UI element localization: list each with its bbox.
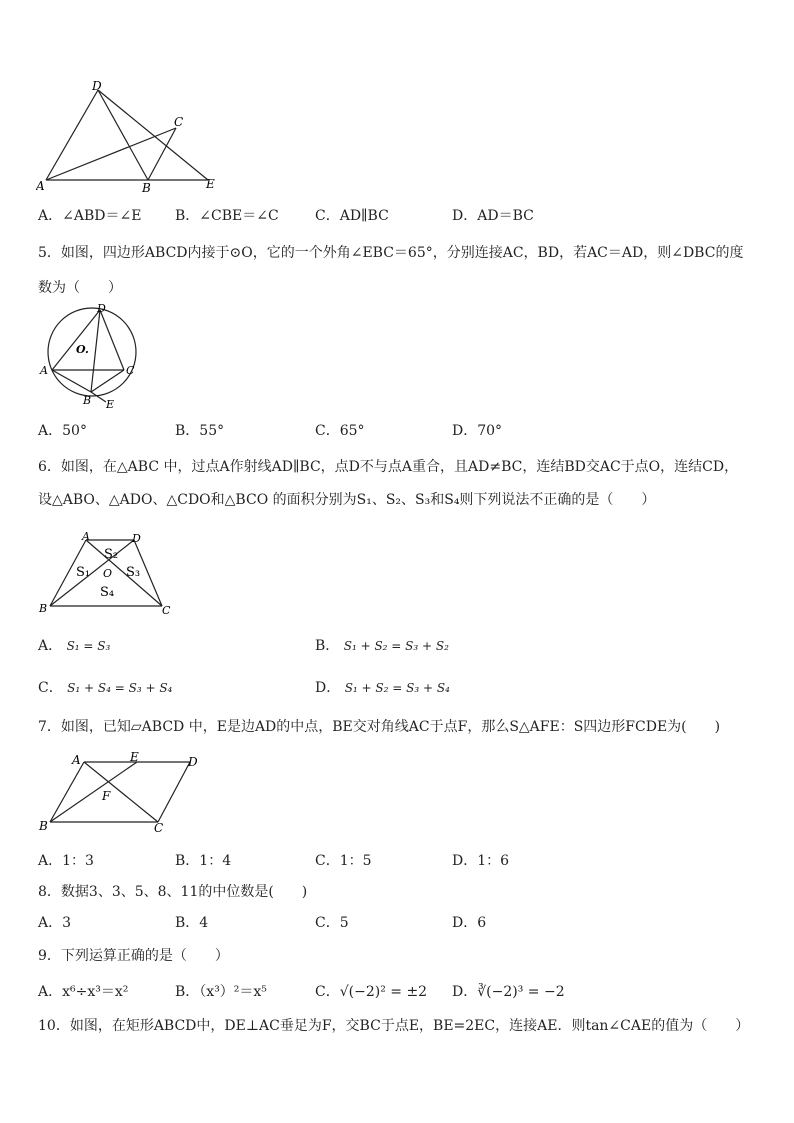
option-letter: A． xyxy=(38,984,63,1000)
option-letter: A． xyxy=(38,915,63,931)
q6-option-b xyxy=(315,636,449,656)
option-text: （x³）²＝x⁵ xyxy=(199,984,267,1000)
label-S4: S₄ xyxy=(100,585,115,600)
q8-option-a xyxy=(38,913,71,933)
option-text: S₁ = S₃ xyxy=(66,639,111,653)
q9-option-b xyxy=(175,982,267,1002)
q5-stem-line1: 5．如图，四边形ABCD内接于⊙O，它的一个外角∠EBC＝65°，分别连接AC，BD，若AC＝AD，则∠DBC的度 xyxy=(38,245,744,261)
q6-option-c xyxy=(38,678,172,698)
label-B: B xyxy=(142,181,151,195)
option-letter: D． xyxy=(452,423,478,439)
label-B: B xyxy=(39,602,48,615)
option-text: x⁶÷x³＝x² xyxy=(62,984,129,1000)
q5-figure xyxy=(36,302,146,410)
option-letter: B． xyxy=(175,915,200,931)
q6-stem-line1: 6．如图，在△ABC 中，过点A作射线AD∥BC，点D不与点A重合，且AD≠BC，连结BD交AC于点O，连结CD， xyxy=(38,459,739,475)
q7-stem-line1: 7．如图，已知▱ABCD 中，E是边AD的中点，BE交对角线AC于点F，那么S△AFE：S四边形FCDE为( ) xyxy=(38,719,721,735)
label-E: E xyxy=(106,398,115,410)
option-text: 1：5 xyxy=(339,853,372,869)
q6-option-d xyxy=(315,678,450,698)
q6-stem-line2: 设△ABO、△ADO、△CDO和△BCO 的面积分别为S₁、S₂、S₃和S₄则下列说法不正确的是（ ） xyxy=(38,492,656,508)
option-letter: C． xyxy=(315,208,340,224)
option-letter: D． xyxy=(315,680,341,696)
label-S1: S₁ xyxy=(76,565,91,580)
q5-option-b xyxy=(175,421,224,441)
q5-option-a xyxy=(38,421,87,441)
label-O: O. xyxy=(76,343,89,356)
label-D: D xyxy=(92,79,102,93)
option-letter: A． xyxy=(38,423,63,439)
option-letter: C． xyxy=(315,423,340,439)
option-text: 6 xyxy=(477,915,487,931)
option-text: 5 xyxy=(339,915,349,931)
label-D: D xyxy=(188,755,198,769)
label-C: C xyxy=(174,115,184,129)
option-text: 4 xyxy=(199,915,209,931)
option-text: ∠CBE＝∠C xyxy=(199,208,279,224)
q9-option-c xyxy=(315,982,427,1002)
label-C: C xyxy=(126,364,135,377)
option-text: ∠ABD＝∠E xyxy=(62,208,142,224)
q8-option-b xyxy=(175,913,208,933)
q7-option-a xyxy=(38,851,94,871)
option-letter: C． xyxy=(315,915,340,931)
option-letter: C． xyxy=(38,680,63,696)
option-letter: A． xyxy=(38,208,63,224)
q5-stem-line2: 数为（ ） xyxy=(38,280,122,296)
q10-stem-line1: 10．如图，在矩形ABCD中，DE⊥AC垂足为F，交BC于点E，BE=2EC，连接AE．则tan∠CAE的值为（ ） xyxy=(38,1018,750,1034)
option-text: √(−2)² = ±2 xyxy=(339,984,428,1000)
option-letter: C． xyxy=(315,984,340,1000)
q4-option-a xyxy=(38,206,141,226)
option-text: S₁ + S₂ = S₃ + S₂ xyxy=(343,639,449,653)
q5-option-d xyxy=(452,421,502,441)
option-text: S₁ + S₄ = S₃ + S₄ xyxy=(67,681,173,695)
option-text: AD∥BC xyxy=(339,208,389,224)
option-letter: C． xyxy=(315,853,340,869)
q7-option-d xyxy=(452,851,509,871)
label-D: D xyxy=(97,302,106,315)
option-text: 65° xyxy=(339,423,365,439)
option-letter: B． xyxy=(175,208,200,224)
q7-option-c xyxy=(315,851,372,871)
q4-option-b xyxy=(175,206,279,226)
label-O: O xyxy=(103,567,113,580)
q9-option-d xyxy=(452,982,565,1002)
option-letter: D． xyxy=(452,915,478,931)
label-C: C xyxy=(162,604,171,617)
label-S2: S₂ xyxy=(104,547,119,562)
option-letter: D． xyxy=(452,853,478,869)
q5-option-c xyxy=(315,421,365,441)
label-B: B xyxy=(39,819,48,833)
option-letter: D． xyxy=(452,208,478,224)
label-E: E xyxy=(130,750,139,764)
label-E: E xyxy=(206,177,215,191)
label-F: F xyxy=(102,789,111,803)
option-text: 55° xyxy=(199,423,225,439)
label-A: A xyxy=(82,530,90,543)
label-S3: S₃ xyxy=(126,565,141,580)
q9-stem-line1: 9．下列运算正确的是（ ） xyxy=(38,948,229,964)
option-letter: B． xyxy=(175,423,200,439)
q6-figure xyxy=(36,530,176,618)
option-letter: A． xyxy=(38,853,63,869)
label-A: A xyxy=(40,364,48,377)
q4-option-c xyxy=(315,206,389,226)
q7-option-b xyxy=(175,851,231,871)
q4-figure xyxy=(36,78,226,196)
q7-figure xyxy=(36,750,206,838)
option-letter: B． xyxy=(315,638,340,654)
option-text: 50° xyxy=(62,423,87,439)
q9-option-a xyxy=(38,982,128,1002)
option-letter: B． xyxy=(175,853,200,869)
label-A: A xyxy=(36,179,45,193)
option-text: ∛(−2)³ = −2 xyxy=(477,984,565,1000)
q8-option-d xyxy=(452,913,486,933)
option-text: 1：3 xyxy=(62,853,94,869)
option-letter: B． xyxy=(175,984,200,1000)
q6-option-a xyxy=(38,636,110,656)
label-D: D xyxy=(132,532,141,545)
option-text: S₁ + S₂ = S₃ + S₄ xyxy=(344,681,450,695)
q8-option-c xyxy=(315,913,349,933)
label-A: A xyxy=(72,753,81,767)
option-text: 1：4 xyxy=(199,853,232,869)
label-C: C xyxy=(154,821,164,835)
option-text: 3 xyxy=(62,915,72,931)
q8-stem-line1: 8．数据3、3、5、8、11的中位数是( ) xyxy=(38,884,308,900)
label-B: B xyxy=(83,394,92,407)
option-text: 70° xyxy=(477,423,503,439)
q4-option-d xyxy=(452,206,534,226)
option-text: AD＝BC xyxy=(477,208,534,224)
option-text: 1：6 xyxy=(477,853,510,869)
option-letter: A． xyxy=(38,638,63,654)
option-letter: D． xyxy=(452,984,478,1000)
